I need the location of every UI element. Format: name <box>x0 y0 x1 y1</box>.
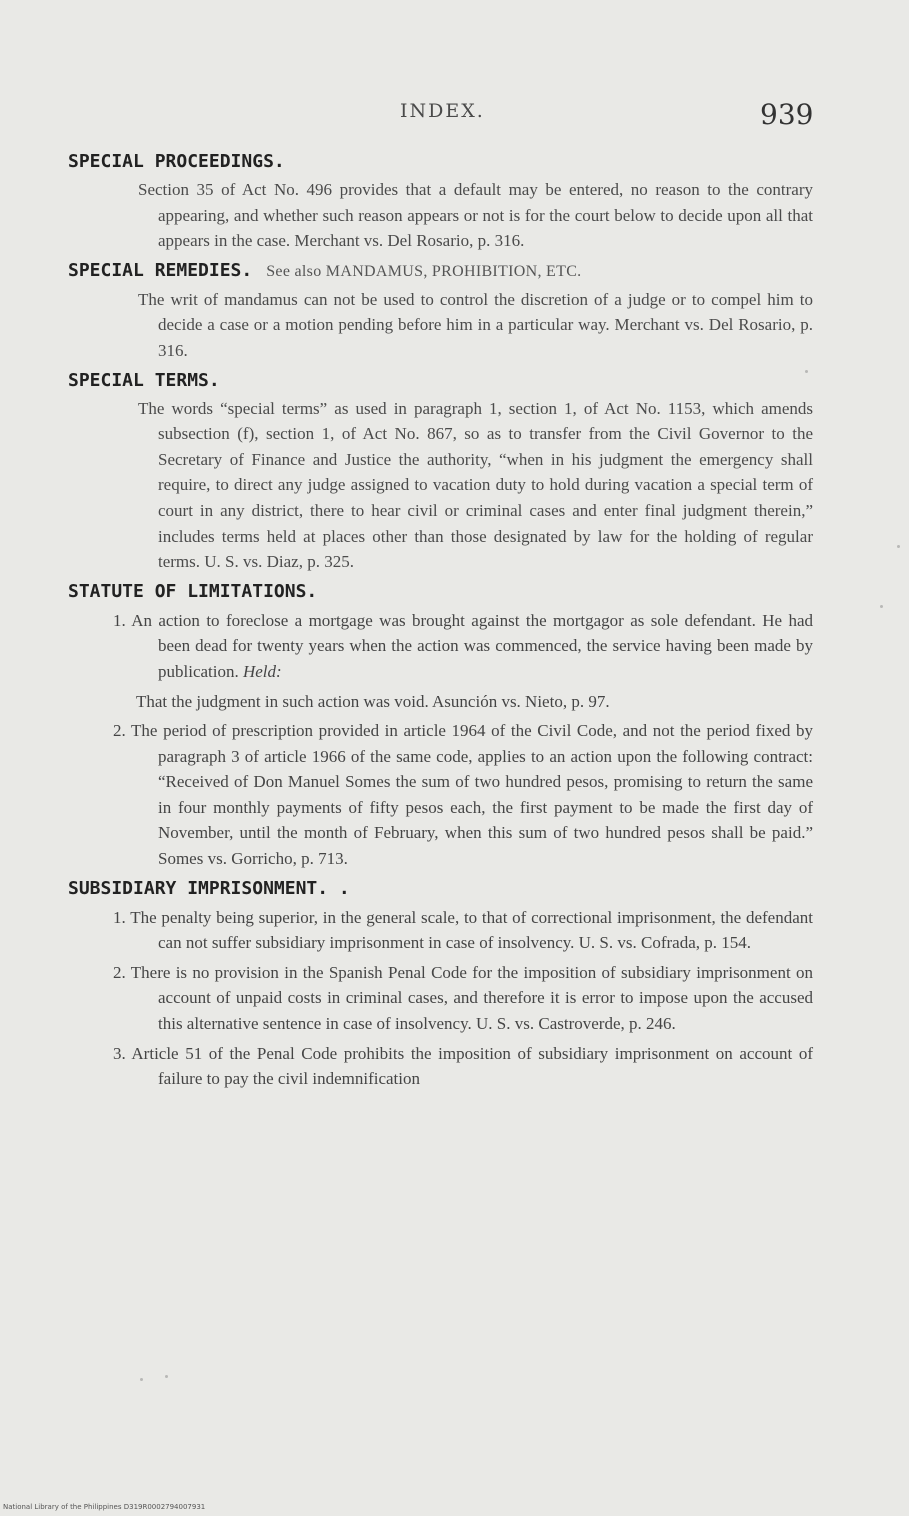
heading-special-remedies <box>68 258 813 285</box>
held-label: Held: <box>242 661 282 681</box>
paper-speck <box>165 1375 168 1378</box>
paper-speck <box>897 545 900 548</box>
entry-statute-item-1-text: 1. An action to foreclose a mortgage was brought against the mortgagor as sole defendant. He had been dead for twenty years when the action was commenced, the service having been made by publication. <box>113 610 813 681</box>
page-number: 939 <box>760 98 814 131</box>
heading-subsidiary-imprisonment: SUBSIDIARY IMPRISONMENT. . <box>68 877 350 899</box>
heading-special-terms: SPECIAL TERMS. <box>68 369 220 391</box>
entry-subsidiary-item-1: 1. The penalty being superior, in the general scale, to that of correctional imprisonment, the defendant can not suffer subsidiary imprisonment in case of insolvency. U. S. vs. Cofrada, p. 154. <box>113 907 813 953</box>
heading-special-proceedings: SPECIAL PROCEEDINGS. <box>68 151 285 172</box>
entry-special-terms: The words “special terms” as used in paragraph 1, section 1, of Act No. 1153, which amends subsection (f), section 1, of Act No. 867, so as to transfer from the Civil Governor to the Secretary of Finance and Justice the authority, “when in his judgment the emergency shall require, to direct any judge assigned to vacation duty to hold during vacation a special term of court in any district, there to hear civil or criminal cases and enter final judgment therein,” includes terms held at places other than those designated by law for the holding of regular terms. U. S. vs. Diaz, p. 325. <box>138 398 813 572</box>
heading-special-remedies-title: SPECIAL REMEDIES. <box>68 259 253 281</box>
entry-subsidiary-item-2: 2. There is no provision in the Spanish Penal Code for the imposition of subsidiary imprisonment on account of unpaid costs in criminal cases, and therefore it is error to impose upon the accused this alternative sentence in case of insolvency. U. S. vs. Castroverde, p. 246. <box>113 962 813 1034</box>
entry-subsidiary-item-3: 3. Article 51 of the Penal Code prohibits the imposition of subsidiary imprisonment on account of failure to pay the civil indemnification <box>113 1043 813 1089</box>
scan-footer: National Library of the Philippines D319R0002794007931 <box>3 1503 206 1511</box>
see-also-reference: See also MANDAMUS, PROHIBITION, ETC. <box>266 262 582 280</box>
paper-speck <box>140 1378 143 1381</box>
paper-speck <box>880 605 883 608</box>
entry-statute-item-2: 2. The period of prescription provided in article 1964 of the Civil Code, and not the period fixed by paragraph 3 of article 1966 of the same code, applies to an action upon the following contract: “Received of Don Manuel Somes the sum of two hundred pesos, promising to return the same in four monthly payments of fifty pesos each, the first payment to be made the first day of November, until the month of February, when this sum of two hundred pesos shall be paid.” Somes vs. Gorricho, p. 713. <box>113 721 813 869</box>
heading-statute-of-limitations: STATUTE OF LIMITATIONS. <box>68 580 318 602</box>
entry-special-remedies: The writ of mandamus can not be used to control the discretion of a judge or to compel him to decide a case or a motion pending before him in a particular way. Merchant vs. Del Rosario, p. 316. <box>138 289 813 360</box>
entry-statute-item-1 <box>68 608 813 685</box>
entry-statute-item-1-holding: That the judgment in such action was void. Asunción vs. Nieto, p. 97. <box>136 691 610 711</box>
paper-speck <box>805 370 808 373</box>
entry-special-proceedings: Section 35 of Act No. 496 provides that a default may be entered, no reason to the contrary appearing, and whether such reason appears or not is for the court below to decide upon all that appears in the case. Merchant vs. Del Rosario, p. 316. <box>138 180 813 251</box>
running-head: INDEX. <box>400 100 485 122</box>
index-content <box>68 145 813 1096</box>
